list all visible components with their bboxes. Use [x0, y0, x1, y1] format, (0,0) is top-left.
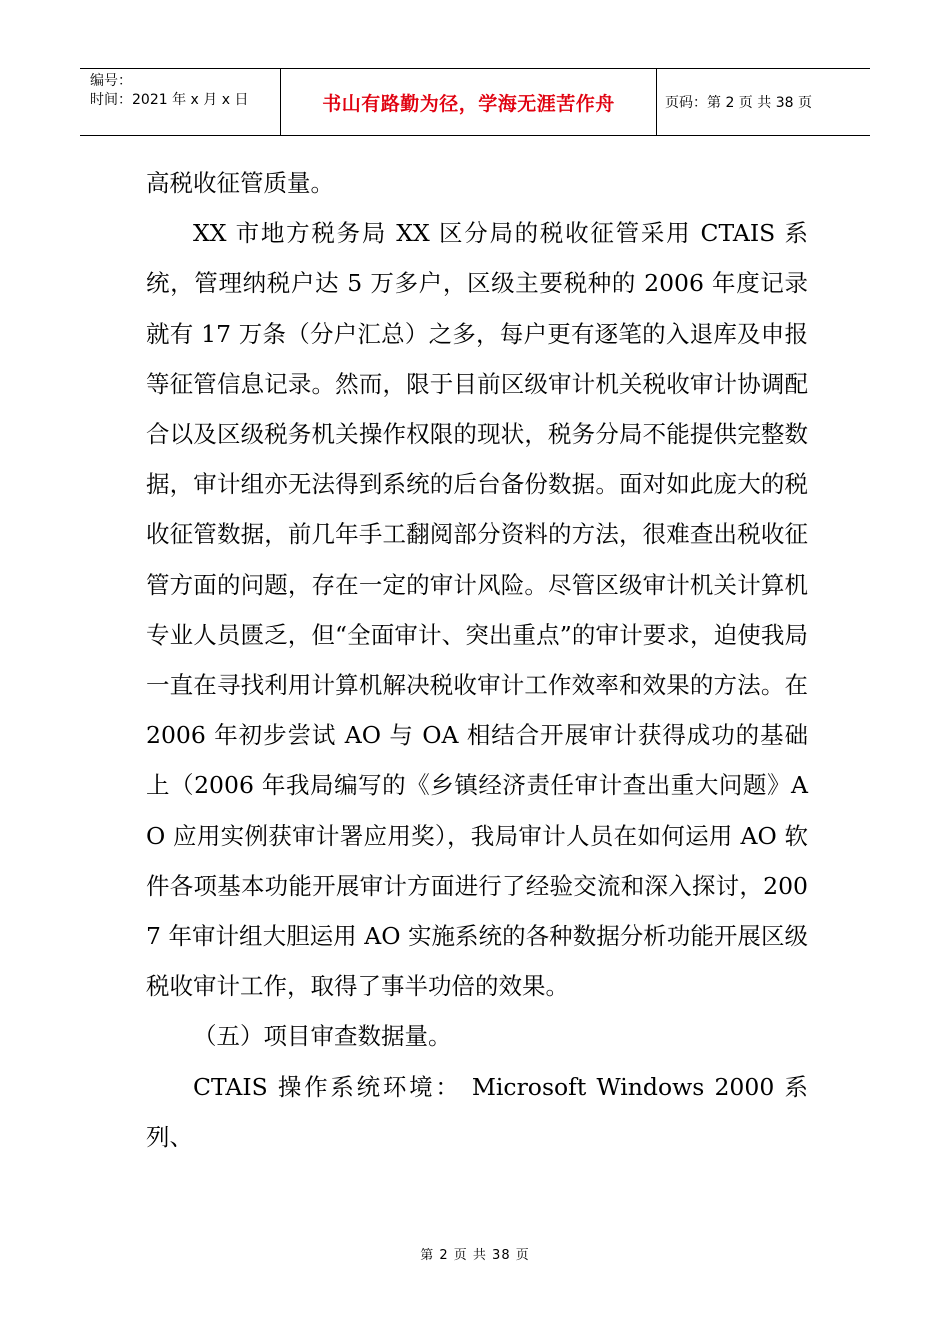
header-number-label: 编号：	[90, 73, 132, 89]
header-motto: 书山有路勤为径，学海无涯苦作舟	[281, 69, 657, 135]
body-paragraph: XX 市地方税务局 XX 区分局的税收征管采用 CTAIS 系统，管理纳税户达 5 万多户，区级主要税种的 2006 年度记录就有 17 万条（分户汇总）之多，每户更有逐笔的入退库及申报等征管信息记录。然而，限于目前区级审计机关税收审计协调配合以及区级税务机关操作权限的现状，税务分局不能提供完整数据，审计组亦无法得到系统的后台备份数据。面对如此庞大的税收征管数据，前几年手工翻阅部分资料的方法，很难查出税收征管方面的问题，存在一定的审计风险。尽管区级审计机关计算机专业人员匮乏，但“全面审计、突出重点”的审计要求，迫使我局一直在寻找利用计算机解决税收审计工作效率和效果的方法。在 2006 年初步尝试 AO 与 OA 相结合开展审计获得成功的基础上（2006 年我局编写的《乡镇经济责任审计查出重大问题》AO 应用实例获审计署应用奖），我局审计人员在如何运用 AO 软件各项基本功能开展审计方面进行了经验交流和深入探讨，2007 年审计组大胆运用 AO 实施系统的各种数据分析功能开展区级税收审计工作，取得了事半功倍的效果。	[146, 219, 808, 1001]
page-header	[80, 68, 870, 136]
document-body	[146, 158, 808, 1162]
body-paragraph: （五）项目审查数据量。	[193, 1022, 452, 1051]
header-page-label: 页码：第 2 页 共 38 页	[665, 95, 812, 111]
header-time-label: 时间：2021 年 x 月 x 日	[90, 92, 249, 108]
page-footer: 第 2 页 共 38 页	[420, 1248, 530, 1263]
body-paragraph: CTAIS 操作系统环境： Microsoft Windows 2000 系列、	[146, 1072, 808, 1151]
body-paragraph: 高税收征管质量。	[146, 169, 334, 197]
header-meta	[80, 69, 281, 135]
